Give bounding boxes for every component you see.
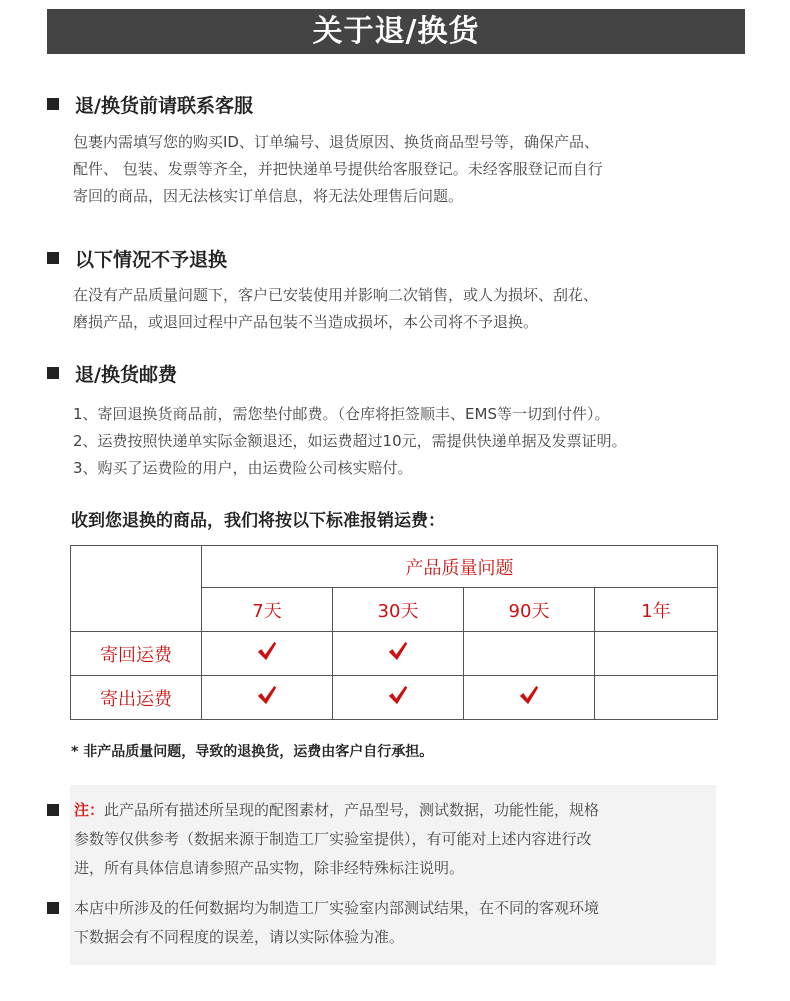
note-text-line: 下数据会有不同程度的误差，请以实际体验为准。 (74, 928, 405, 946)
red-checkmark-icon (518, 684, 540, 706)
reimbursement-table (70, 545, 718, 720)
note-disclaimer (47, 796, 727, 883)
section-text-line: 在没有产品质量问题下，客户已安装使用并影响二次销售，或人为损坏、刮花、 (73, 286, 599, 304)
table-row (71, 676, 718, 720)
period-header: 1年 (595, 588, 718, 632)
note-text-line: 参数等仅供参考（数据来源于制造工厂实验室提供），有可能对上述内容进行改 (74, 830, 592, 848)
check-cell (202, 632, 333, 676)
section-title: 退/换货邮费 (75, 363, 177, 386)
section-text-line: 磨损产品，或退回过程中产品包装不当造成损坏，本公司将不予退换。 (73, 313, 539, 331)
square-bullet-icon (47, 98, 59, 110)
row-label: 寄回运费 (71, 632, 202, 676)
check-cell (595, 676, 718, 720)
note-text-line: 本店中所涉及的任何数据均为制造工厂实验室内部测试结果，在不同的客观环境 (74, 899, 600, 917)
reimbursement-title: 收到您退换的商品，我们将按以下标准报销运费： (71, 511, 445, 531)
table-row (71, 632, 718, 676)
check-cell (202, 676, 333, 720)
red-checkmark-icon (256, 640, 278, 662)
section-contact-service (47, 91, 747, 210)
red-checkmark-icon (256, 684, 278, 706)
section-text-line: 1、寄回退换货商品前，需您垫付邮费。（仓库将拒签顺丰、EMS等一切到付件）。 (73, 405, 610, 423)
check-cell (333, 676, 464, 720)
square-bullet-icon (47, 252, 59, 264)
period-header: 7天 (202, 588, 333, 632)
note-text-line: 此产品所有描述所呈现的配图素材，产品型号，测试数据，功能性能，规格 (104, 801, 600, 819)
section-text-line: 2、运费按照快递单实际金额退还，如运费超过10元，需提供快递单据及发票证明。 (73, 432, 627, 450)
section-title: 退/换货前请联系客服 (75, 94, 253, 117)
period-header: 90天 (464, 588, 595, 632)
square-bullet-icon (47, 804, 59, 816)
section-text-line: 配件、 包装、发票等齐全，并把快递单号提供给客服登记。未经客服登记而自行 (73, 160, 603, 178)
row-label: 寄出运费 (71, 676, 202, 720)
check-cell (464, 676, 595, 720)
section-postage (47, 360, 747, 482)
section-text-line: 寄回的商品，因无法核实订单信息，将无法处理售后问题。 (73, 187, 464, 205)
page-title: 关于退/换货 (47, 9, 745, 54)
note-test-data (47, 894, 727, 952)
red-checkmark-icon (387, 684, 409, 706)
note-text-line: 进，所有具体信息请参照产品实物，除非经特殊标注说明。 (74, 859, 465, 877)
note-label: 注： (74, 801, 105, 819)
check-cell (595, 632, 718, 676)
table-corner-cell (71, 546, 202, 632)
quality-issue-header: 产品质量问题 (202, 546, 718, 588)
period-header: 30天 (333, 588, 464, 632)
check-cell (333, 632, 464, 676)
footnote: * 非产品质量问题，导致的退换货，运费由客户自行承担。 (71, 744, 434, 760)
section-text-line: 3、购买了运费险的用户，由运费险公司核实赔付。 (73, 459, 413, 477)
square-bullet-icon (47, 367, 59, 379)
red-checkmark-icon (387, 640, 409, 662)
section-text-line: 包裹内需填写您的购买ID、订单编号、退货原因、换货商品型号等，确保产品、 (73, 133, 599, 151)
square-bullet-icon (47, 902, 59, 914)
section-title: 以下情况不予退换 (75, 248, 228, 271)
section-no-return-cases (47, 245, 747, 336)
check-cell (464, 632, 595, 676)
